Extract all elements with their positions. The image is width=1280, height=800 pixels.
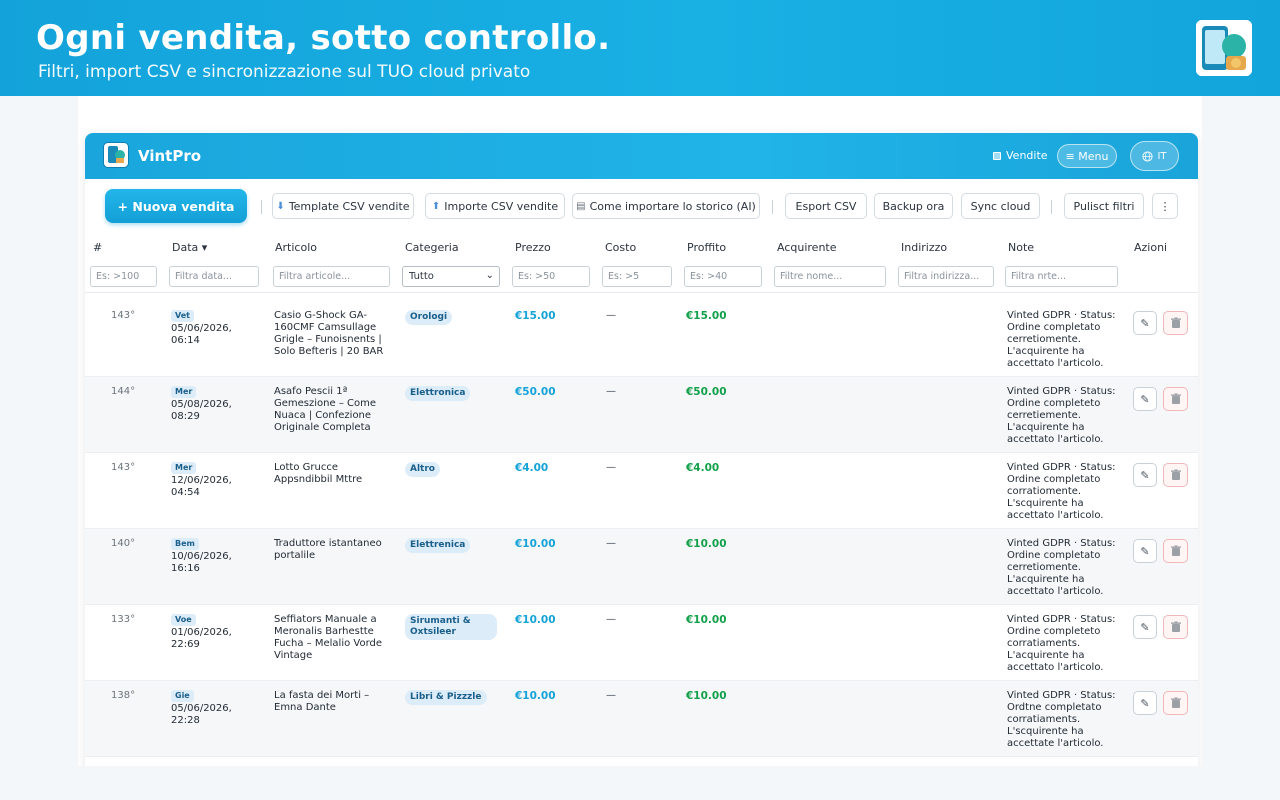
filter-cost-input[interactable]: Es: >5 [602,266,672,287]
app-screenshot [78,96,1202,766]
row-profit: €10.00 [686,690,727,702]
col-date[interactable]: Data ▾ [172,241,208,254]
filter-address-input[interactable]: Filtra indirizza... [898,266,994,287]
table-header [85,233,1198,261]
backup-button[interactable]: Backup ora [874,193,953,219]
square-icon [993,152,1001,160]
delete-button[interactable] [1163,539,1188,563]
template-csv-label: Template CSV vendite [288,199,410,213]
col-address[interactable]: Indirizzo [901,241,948,254]
row-date-value: 05/06/2026, [171,703,232,714]
pencil-icon: ✎ [1140,620,1150,634]
export-csv-button[interactable]: Esport CSV [785,193,867,219]
filter-date-input[interactable]: Filtra data... [169,266,259,287]
pencil-icon: ✎ [1140,392,1150,406]
row-article: Asafo Pescii 1ª Gemeszione – Come Nuaca | Confezione Originale Completa [274,386,376,433]
row-article: Lotto Grucce Appsndibbil Mttre [274,462,363,485]
row-cost: — [606,310,616,321]
day-badge: Voe [171,614,196,626]
pencil-icon: ✎ [1140,468,1150,482]
filter-price-input[interactable]: Es: >50 [512,266,590,287]
how-to-import-button[interactable] [572,193,760,219]
edit-button[interactable] [1133,615,1157,639]
import-csv-label: Importe CSV vendite [444,199,559,213]
row-price: €10.00 [515,690,556,702]
promo-banner [0,0,1280,96]
row-price: €10.00 [515,538,556,550]
col-profit[interactable]: Proffito [687,241,727,254]
row-profit: €10.00 [686,614,727,626]
col-cost[interactable]: Costo [605,241,637,254]
col-article[interactable]: Articolo [275,241,317,254]
row-note: Vinted GDPR · Status: Ordine completeto corratiaments. L'acquirente ha accettato l'articolo. [1007,614,1116,673]
col-actions: Azioni [1134,241,1168,254]
pencil-icon: ✎ [1140,316,1150,330]
row-cost: — [606,462,616,473]
row-profit: €50.00 [686,386,727,398]
filter-category-value: Tutto [409,271,434,282]
category-badge: Altro [405,462,440,477]
row-profit: €10.00 [686,538,727,550]
more-options-button[interactable]: ⋮ [1152,193,1178,219]
edit-button[interactable] [1133,311,1157,335]
how-to-import-label: Come importare lo storico (AI) [589,199,756,213]
trash-icon [1170,545,1182,557]
day-badge: Mer [171,462,196,474]
row-number: 144° [111,386,136,397]
row-date-value: 01/06/2026, [171,627,232,638]
row-cost: — [606,690,616,701]
row-article: La fasta dei Morti – Emna Dante [274,690,370,713]
edit-button[interactable] [1133,387,1157,411]
nav-vendite[interactable] [993,149,1048,162]
pencil-icon: ✎ [1140,544,1150,558]
col-buyer[interactable]: Acquirente [777,241,837,254]
delete-button[interactable] [1163,311,1188,335]
vintpro-logo-icon [103,142,129,168]
delete-button[interactable] [1163,615,1188,639]
edit-button[interactable] [1133,691,1157,715]
row-price: €10.00 [515,614,556,626]
row-profit: €15.00 [686,310,727,322]
globe-icon [1142,151,1153,162]
row-time-value: 04:54 [171,487,200,498]
app-logo-icon [1196,20,1252,76]
banner-subtitle: Filtri, import CSV e sincronizzazione sul TUO cloud privato [38,62,531,82]
row-note: Vinted GDPR · Status: Ordine completato corratiomente. L'scquirente ha accettato l'articolo. [1007,462,1116,521]
category-badge: Elettronica [405,386,470,401]
table-row[interactable] [85,377,1198,453]
row-date-value: 10/06/2026, [171,551,232,562]
edit-button[interactable] [1133,463,1157,487]
row-cost: — [606,538,616,549]
language-button[interactable] [1130,141,1179,171]
col-notes[interactable]: Note [1008,241,1035,254]
download-icon: ⬇ [276,200,285,212]
trash-icon [1170,621,1182,633]
filter-row [85,261,1198,293]
delete-button[interactable] [1163,463,1188,487]
table-row[interactable] [85,681,1198,757]
pencil-icon: ✎ [1140,696,1150,710]
row-date [171,614,261,651]
filter-category-select[interactable] [402,266,500,287]
row-time-value: 16:16 [171,563,200,574]
row-date [171,310,261,347]
app-name: VintPro [138,147,202,165]
row-number: 143° [111,462,136,473]
menu-button-label: ≡ Menu [1065,149,1109,163]
row-time-value: 22:28 [171,715,200,726]
sync-cloud-button[interactable]: Sync cloud [961,193,1040,219]
filter-article-input[interactable]: Filtra articole... [273,266,390,287]
row-time-value: 22:69 [171,639,200,650]
col-category[interactable]: Categeria [405,241,459,254]
category-badge: Elettrenica [405,538,470,553]
trash-icon [1170,697,1182,709]
row-note: Vinted GDPR · Status: Ordtne completato corratiaments. L'scquirente ha accettate l'articolo. [1007,690,1116,749]
row-article: Casio G-Shock GA-160CMF Camsullage Grigle – Funoisnents | Solo Befteris | 20 BAR [274,310,384,357]
row-date [171,386,261,423]
row-article: Traduttore istantaneo portalile [274,538,382,561]
template-csv-button[interactable] [272,193,414,219]
chevron-down-icon: ⌄ [485,270,494,281]
filter-buyer-input[interactable]: Filtre nome... [774,266,886,287]
row-profit: €4.00 [686,462,720,474]
row-date-value: 12/06/2026, [171,475,232,486]
col-price[interactable]: Prezzo [515,241,551,254]
row-price: €15.00 [515,310,556,322]
import-csv-button[interactable] [425,193,565,219]
row-price: €4.00 [515,462,549,474]
row-note: Vinted GDPR · Status: Ordine completato cerretiomente. L'acquirente ha accettato l'articolo. [1007,538,1116,597]
row-date-value: 05/06/2026, [171,323,232,334]
clear-filters-button[interactable]: Pulisct filtri [1064,193,1144,219]
row-note: Vinted GDPR · Status: Ordine completeto cerretiemente. L'acquirente ha accettato l'articolo. [1007,386,1116,445]
row-cost: — [606,386,616,397]
row-number: 140° [111,538,136,549]
filter-profit-input[interactable]: Es: >40 [684,266,762,287]
table-row[interactable] [85,605,1198,681]
row-number: 143° [111,310,136,321]
day-badge: Gie [171,690,194,702]
banner-title: Ogni vendita, sotto controllo. [36,18,611,58]
trash-icon [1170,469,1182,481]
divider [261,200,262,214]
day-badge: Mer [171,386,196,398]
row-number: 133° [111,614,136,625]
row-time-value: 06:14 [171,335,200,346]
row-date [171,538,261,575]
filter-num-input[interactable]: Es: >100 [90,266,157,287]
filter-notes-input[interactable]: Filtra nrte... [1005,266,1118,287]
row-date [171,690,261,727]
row-note: Vinted GDPR · Status: Ordine completato cerretiomente. L'acquirente ha accettato l'articolo. [1007,310,1116,369]
menu-button[interactable] [1057,144,1117,168]
trash-icon [1170,317,1182,329]
category-badge: Orologi [405,310,452,325]
app-window [85,133,1198,766]
trash-icon [1170,393,1182,405]
table-row[interactable] [85,529,1198,605]
divider [772,200,773,214]
row-cost: — [606,614,616,625]
new-sale-button[interactable]: + Nuova vendita [105,189,247,223]
category-badge: Sirumanti & Oxtsileer [405,614,497,640]
delete-button[interactable] [1163,691,1188,715]
edit-button[interactable] [1133,539,1157,563]
day-badge: Bem [171,538,199,550]
toolbar [85,179,1198,233]
language-label: IT [1157,150,1167,162]
delete-button[interactable] [1163,387,1188,411]
upload-icon: ⬆ [431,200,441,212]
book-icon: ▤ [576,200,586,212]
row-price: €50.00 [515,386,556,398]
day-badge: Vet [171,310,194,322]
app-header [85,133,1198,179]
category-badge: Libri & Pizzzle [405,690,487,705]
col-num[interactable]: # [93,241,103,254]
row-date-value: 05/08/2026, [171,399,232,410]
row-article: Seffiators Manuale a Meronalis Barhestte Fucha – Melalio Vorde Vintage [274,614,383,661]
table-row[interactable] [85,453,1198,529]
divider [1051,200,1052,214]
row-date [171,462,261,499]
nav-vendite-label: Vendite [1006,149,1048,162]
row-time-value: 08:29 [171,411,200,422]
row-number: 138° [111,690,136,701]
table-row[interactable] [85,301,1198,377]
